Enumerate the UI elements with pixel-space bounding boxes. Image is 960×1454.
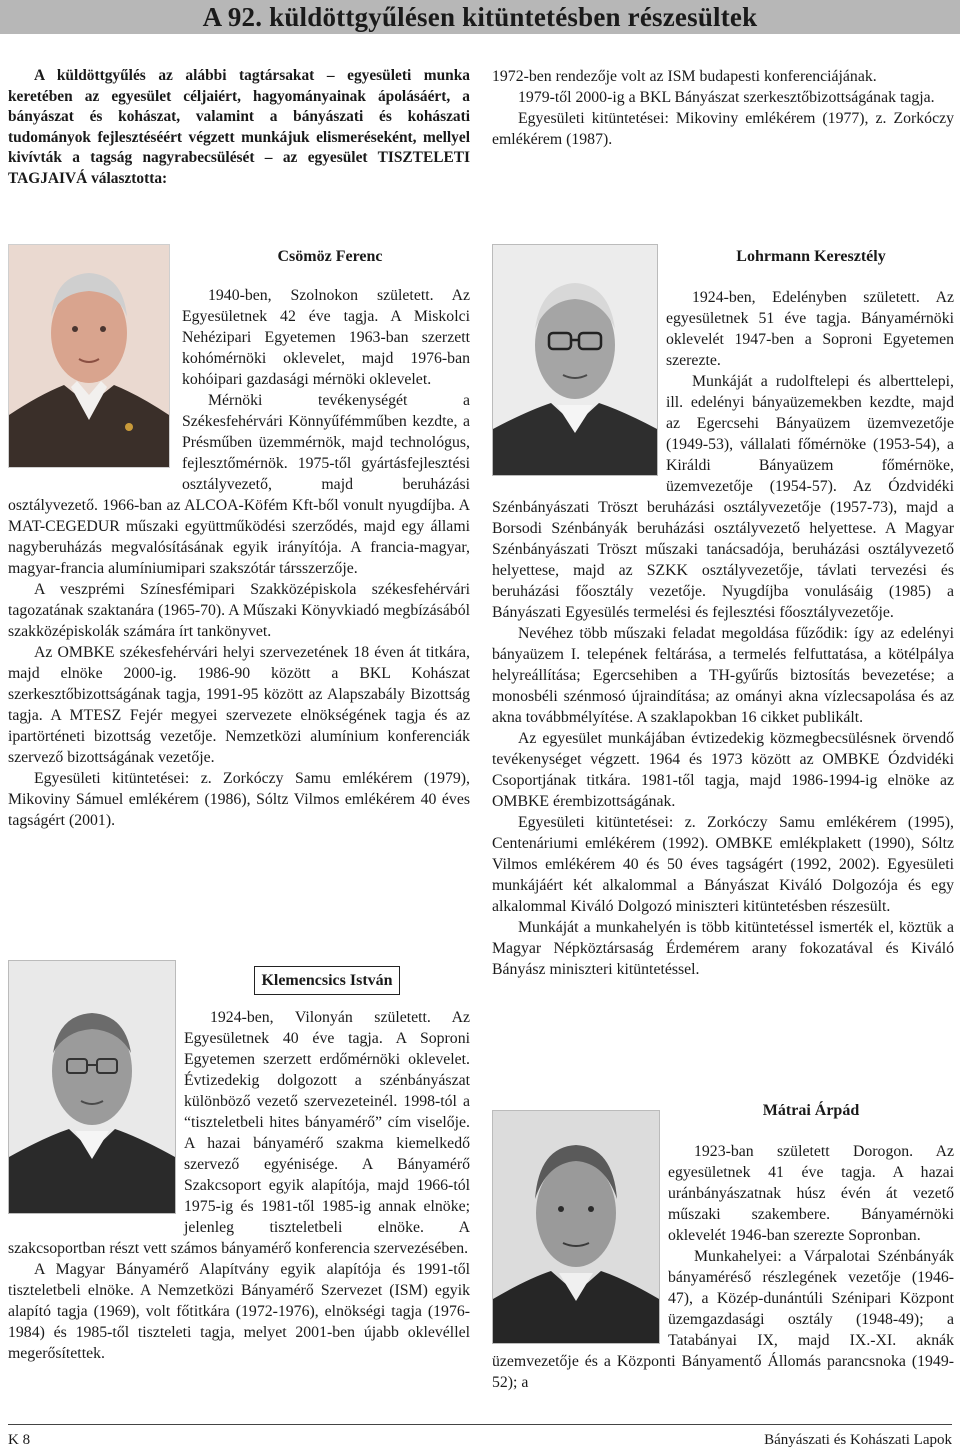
- intro-lead: A küldöttgyűlés az alábbi tagtársakat: [34, 67, 315, 84]
- lohrmann-p4: Az egyesület munkájában évtizedekig közmegbecsülésnek örvendő tevékenységet végzett. 1964 és 1973 között az OMBKE Ózdvidéki Csoportjának titkára. 1981-től tagja, majd 1986-1994-ig elnöke az OMBKE érembizottságának.: [492, 730, 954, 810]
- continuation-text: [492, 66, 954, 150]
- section-csomoz: [8, 246, 470, 831]
- csomoz-p1: 1940-ben, Szolnokon született. Az Egyesületnek 42 éve tagja. A Miskolci Nehézipari Egyetemen 1963-ban szerzett kohómérnöki oklevelet, majd 1976-ban kohóipari gazdasági mérnöki oklevelet.: [182, 287, 470, 388]
- lohrmann-p5: Egyesületi kitüntetései: z. Zorkóczy Samu emlékérem (1995), Centenáriumi emlékérem (1992). OMBKE emlékplakett (1990), Sóltz Vilmos emlékérem 40 és 50 éves tagságért (1992, 2002). Egyesületi munkájáért két alkalommal a Bányászat Kiváló Dolgozója és egy alkalommal Kiváló Dolgozó miniszteri kitüntetésben részesült.: [492, 814, 954, 915]
- csomoz-name: Csömöz Ferenc: [277, 248, 383, 265]
- journal-name: Bányászati és Kohászati Lapok: [764, 1432, 952, 1448]
- page-title: A 92. küldöttgyűlésen kitüntetésben részesültek: [202, 2, 758, 32]
- csomoz-p4: Az OMBKE székesfehérvári helyi szervezetének 18 éven át titkára, majd elnöke 2000-ig. 1986-90 között a BKL Kohászat szerkesztőbizottságának tagja, 1991-95 között az Alapszabály Bizottság tagja. A MTESZ Fejér megyei szervezete elnökségének tagja és az ipartörténeti bizottság vezetője. Nemzetközi alumínium konferenciák szervező bizottságának vezetője.: [8, 644, 470, 766]
- intro-text: – egyesületi munka keretében az egyesület céljaiért, hagyományainak ápolásáért, a bányászat és kohászat, valamint a bányászati és kohászati tudományok fejlesztéséért végzett munkájuk elismeréseként, mellyel kivívták a tagság nagyrabecsülését –: [8, 67, 470, 166]
- lohrmann-p6: Munkáját a munkahelyén is több kitüntetéssel ismerték el, köztük a Magyar Népköztársaság Érdemérem arany fokozatával és Kiváló Bányász miniszteri kitüntetéssel.: [492, 919, 954, 978]
- continuation-p1: 1972-ben rendezője volt az ISM budapesti konferenciájának.: [492, 68, 877, 85]
- matrai-name: Mátrai Árpád: [762, 1102, 860, 1119]
- continuation-p2: 1979-től 2000-ig a BKL Bányászat szerkesztőbizottságának tagja.: [518, 89, 935, 106]
- csomoz-p3: A veszprémi Színesfémipari Szakközépiskola székesfehérvári tagozatának szaktanára (1965-70). A Műszaki Könyvkiadó megbízásából szakközépiskolák számára írt tankönyvet.: [8, 581, 470, 640]
- matrai-p1: 1923-ban született Dorogon. Az egyesületnek 41 éve tagja. A hazai uránbányászatnak húsz évén át vezető műszaki szakembere. Bányamérnöki oklevelét 1946-ban szerezte Sopronban.: [668, 1143, 954, 1244]
- section-klemencsics: [8, 966, 470, 1364]
- csomoz-p2: Mérnöki tevékenységét a Székesfehérvári Könnyűfémműben kezdte, a Présműben üzemmérnök, majd technológus, fejlesztőmérnök. 1975-től gyártásfejlesztési osztályvezető, majd beruházási osztályvezető. 1966-ban az ALCOA-Köfém Kft-ből vonult nyugdíjba. A MAT-CEGEDUR műszaki együttműködési szerződés, majd egy állami nagyberuházás megvalósításának egyik irányítója. A francia-magyar, magyar-francia alumíniumipari szakszótár társszerzője.: [8, 392, 470, 577]
- page-number: K 8: [8, 1432, 31, 1448]
- lohrmann-p3: Nevéhez több műszaki feladat megoldása fűződik: így az edelényi bányaüzem I. telepének feltárása, a termelés felfuttatása, a kötélpálya helyreállítása; Egercsehiben a TH-gyűrűs biztosítás bevezetése; a monosbéli szénmosó újraindítása; az ományi akna vízlecsapolása és az akna továbbmélyítése. A szaklapokban 16 cikket publikált.: [492, 625, 954, 726]
- intro-paragraph: [8, 66, 470, 189]
- page-footer: [8, 1424, 952, 1449]
- csomoz-p5: Egyesületi kitüntetései: z. Zorkóczy Samu emlékérem (1979), Mikoviny Sámuel emlékérem (1986), Sóltz Vilmos emlékérem 40 éves tagságért (2001).: [8, 770, 470, 829]
- lohrmann-p1: 1924-ben, Edelényben született. Az egyesületnek 51 éve tagja. Bányamérnöki oklevelét 1947-ben a Soproni Egyetemen szerezte.: [666, 289, 954, 369]
- matrai-p2: Munkahelyei: a Várpalotai Szénbányák bányaméréső részlegének vezetője (1946-47), a Közép-dunántúli Szénipari Központ üzemgazdasági osztály (1948-49); a Tatabányai IX, majd IX.-XI. aknák üzemvezetője és a Központi Bányamentő Állomás parancsnoka (1949-52); a: [492, 1248, 954, 1391]
- klemencsics-name: Klemencsics István: [254, 966, 399, 995]
- section-lohrmann: [492, 246, 954, 980]
- klemencsics-p1: 1924-ben, Vilonyán született. Az Egyesületnek 40 éve tagja. A Soproni Egyetemen szerzett erdőmérnöki oklevelet. Évtizedekig dolgozott a szénbányászat különböző vezető szervezeteinél. 1998-tól a “tiszteletbeli hites bányamérő” cím viselője. A hazai bányamérő szakma kiemelkedő szervező egyénisége. A Bányamérő Szakcsoport egyik alapítója, majd 1966-tól 1975-ig és 1981-től 1985-ig annak elnöke; jelenleg tiszteletbeli elnöke. A szakcsoportban részt vett számos bányamérő konferencia szervezésében.: [8, 1009, 470, 1257]
- klemencsics-p2: A Magyar Bányamérő Alapítvány egyik alapítója és 1991-től tiszteletbeli elnöke. A Nemzetközi Bányamérő Szervezet (ISM) egyik alapító tagja (1969), volt főtitkára (1972-1976), elnökségi tagja (1976-1984) és 1985-től tiszteleti tagja, melyet 2001-ben újabb oklevéllel megerősítettek.: [8, 1261, 470, 1362]
- lohrmann-p2: Munkáját a rudolftelepi és alberttelepi, ill. edelényi bányaüzemekben kezdte, majd az Egercsehi Bányaüzem üzemvezetője (1949-53), vállalati főmérnöke (1953-54), a Királdi Bányaüzem főmérnöke, üzemvezetője (1954-57). Az Ózdvidéki Szénbányászati Tröszt beruházási osztályvezetője (1957-73), majd a Borsodi Szénbányák beruházási osztályvezető helyettese. A Magyar Szénbányászati Tröszt műszaki tanácsadója, beruházási osztályvezető helyettese, majd az SZKK osztályvezetője, távlati tervezési és beruházási főosztály vezetője. Nyugdíjba vonulásáig (1985) a Bányászati Egyesülés termelési és fejlesztési főosztályvezetője.: [492, 373, 954, 621]
- intro-tail: az egyesület TISZTELETI TAGJAIVÁ választotta:: [8, 149, 470, 187]
- section-matrai: [492, 1100, 954, 1393]
- lohrmann-name: Lohrmann Keresztély: [736, 248, 886, 265]
- continuation-p3: Egyesületi kitüntetései: Mikoviny emlékérem (1977), z. Zorkóczy emlékérem (1987).: [492, 110, 954, 148]
